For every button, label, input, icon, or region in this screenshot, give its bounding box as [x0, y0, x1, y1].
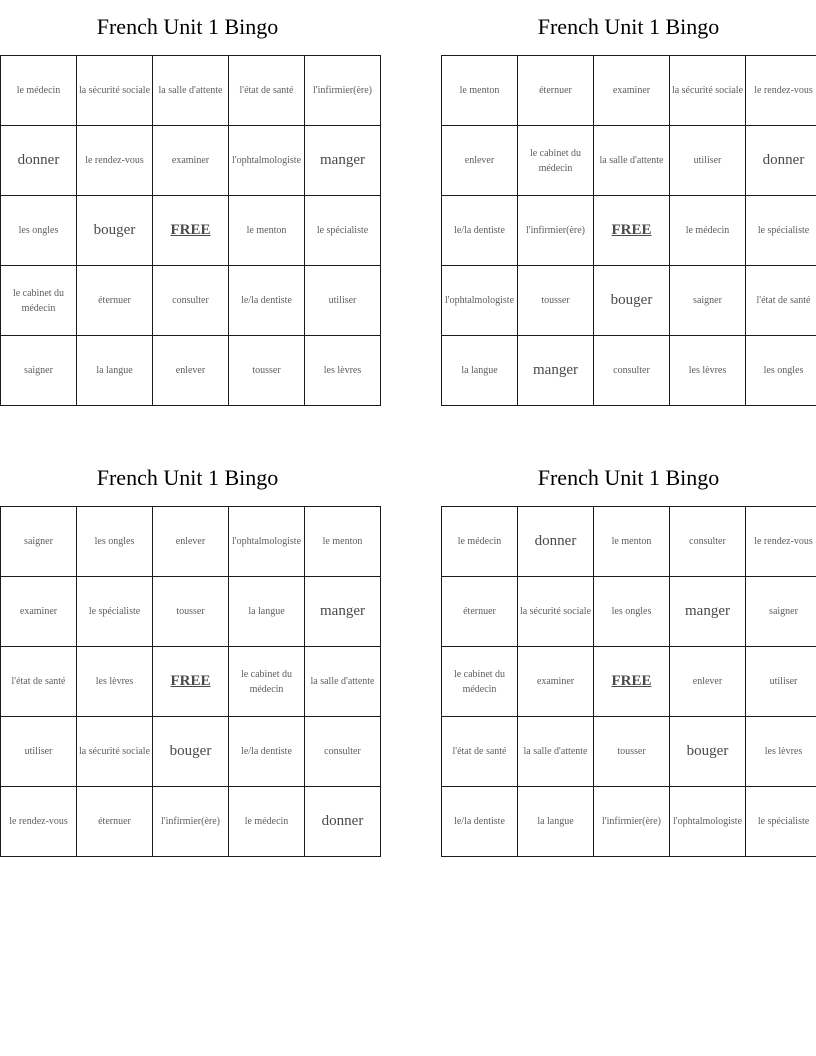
bingo-cell: saigner [670, 266, 746, 336]
bingo-grid [441, 55, 816, 406]
bingo-cell: la langue [77, 336, 153, 406]
bingo-cell: manger [670, 577, 746, 647]
bingo-grid [441, 506, 816, 857]
bingo-cell: utiliser [1, 717, 77, 787]
bingo-cell: la sécurité sociale [670, 56, 746, 126]
bingo-cell: la salle d'attente [518, 717, 594, 787]
bingo-cell: le médecin [442, 507, 518, 577]
grid-row [442, 647, 816, 717]
bingo-cell: utiliser [305, 266, 381, 336]
bingo-cell: le menton [229, 196, 305, 266]
bingo-cell: saigner [1, 336, 77, 406]
bingo-cell: le médecin [229, 787, 305, 857]
bingo-cell: la salle d'attente [153, 56, 229, 126]
bingo-cell: manger [518, 336, 594, 406]
bingo-cell: éternuer [518, 56, 594, 126]
bingo-cell: le rendez-vous [746, 507, 816, 577]
bingo-cell: l'état de santé [1, 647, 77, 717]
card-title: French Unit 1 Bingo [537, 14, 720, 39]
bingo-cell: utiliser [746, 647, 816, 717]
grid-row [442, 787, 816, 857]
free-space-cell: FREE [594, 647, 670, 717]
grid-row [442, 336, 816, 406]
bingo-cell: les ongles [1, 196, 77, 266]
grid-row [442, 126, 816, 196]
bingo-card-3 [0, 451, 375, 857]
bingo-cell: bouger [77, 196, 153, 266]
bingo-cell: l'ophtalmologiste [229, 126, 305, 196]
grid-row [1, 507, 381, 577]
grid-row [442, 577, 816, 647]
bingo-grid [0, 55, 381, 406]
bingo-cell: le/la dentiste [442, 196, 518, 266]
bingo-cell: enlever [153, 507, 229, 577]
card-title: French Unit 1 Bingo [537, 465, 720, 490]
free-space-cell: FREE [153, 196, 229, 266]
grid-row [1, 647, 381, 717]
bingo-cell: la sécurité sociale [77, 56, 153, 126]
bingo-cell: le cabinet du médecin [518, 126, 594, 196]
grid-row [442, 717, 816, 787]
bingo-cell: consulter [670, 507, 746, 577]
bingo-cell: la sécurité sociale [518, 577, 594, 647]
bingo-cell: les lèvres [77, 647, 153, 717]
bingo-cell: examiner [153, 126, 229, 196]
bingo-cell: le/la dentiste [229, 266, 305, 336]
bingo-cell: la salle d'attente [305, 647, 381, 717]
bingo-grid [0, 506, 381, 857]
bingo-cell: examiner [594, 56, 670, 126]
bingo-cell: l'état de santé [229, 56, 305, 126]
bingo-cell: le/la dentiste [229, 717, 305, 787]
bingo-cell: l'ophtalmologiste [670, 787, 746, 857]
grid-row [442, 266, 816, 336]
bingo-cell: bouger [594, 266, 670, 336]
card-title: French Unit 1 Bingo [96, 14, 279, 39]
grid-row [1, 336, 381, 406]
grid-row [1, 196, 381, 266]
bingo-cell: tousser [518, 266, 594, 336]
bingo-card-4 [441, 451, 816, 857]
bingo-cell: le cabinet du médecin [1, 266, 77, 336]
bingo-cell: le rendez-vous [746, 56, 816, 126]
bingo-cell: les lèvres [670, 336, 746, 406]
bingo-cell: l'infirmier(ère) [305, 56, 381, 126]
grid-row [1, 126, 381, 196]
bingo-cell: l'ophtalmologiste [442, 266, 518, 336]
bingo-cell: la langue [229, 577, 305, 647]
grid-row [442, 507, 816, 577]
bingo-cell: manger [305, 126, 381, 196]
bingo-cell: le spécialiste [746, 196, 816, 266]
bingo-cell: tousser [594, 717, 670, 787]
bingo-cell: le spécialiste [77, 577, 153, 647]
bingo-cell: éternuer [77, 266, 153, 336]
bingo-cell: l'infirmier(ère) [153, 787, 229, 857]
bingo-cell: la langue [518, 787, 594, 857]
bingo-cell: les ongles [746, 336, 816, 406]
bingo-card-1 [0, 0, 375, 406]
grid-row [1, 56, 381, 126]
bingo-cell: saigner [1, 507, 77, 577]
bingo-cell: éternuer [442, 577, 518, 647]
bingo-cell: l'infirmier(ère) [594, 787, 670, 857]
grid-row [1, 787, 381, 857]
bingo-cell: les ongles [77, 507, 153, 577]
bingo-cell: utiliser [670, 126, 746, 196]
bingo-cell: le rendez-vous [77, 126, 153, 196]
bingo-cell: le médecin [670, 196, 746, 266]
bingo-cell: les ongles [594, 577, 670, 647]
bingo-cell: consulter [594, 336, 670, 406]
bingo-cell: le médecin [1, 56, 77, 126]
bingo-cell: le menton [442, 56, 518, 126]
bingo-cell: consulter [305, 717, 381, 787]
grid-row [1, 266, 381, 336]
bingo-cell: les lèvres [746, 717, 816, 787]
bingo-cell: tousser [229, 336, 305, 406]
free-space-cell: FREE [594, 196, 670, 266]
bingo-cell: le spécialiste [305, 196, 381, 266]
bingo-cell: l'état de santé [746, 266, 816, 336]
bingo-cell: le cabinet du médecin [229, 647, 305, 717]
bingo-cell: consulter [153, 266, 229, 336]
bingo-cell: manger [305, 577, 381, 647]
bingo-cell: enlever [153, 336, 229, 406]
bingo-cell: la sécurité sociale [77, 717, 153, 787]
bingo-cell: le cabinet du médecin [442, 647, 518, 717]
bingo-cell: l'état de santé [442, 717, 518, 787]
bingo-cell: saigner [746, 577, 816, 647]
bingo-cell: bouger [670, 717, 746, 787]
bingo-card-2 [441, 0, 816, 406]
grid-row [442, 56, 816, 126]
bingo-cell: donner [305, 787, 381, 857]
bingo-cell: le/la dentiste [442, 787, 518, 857]
bingo-cell: donner [518, 507, 594, 577]
bingo-cell: bouger [153, 717, 229, 787]
bingo-cell: le menton [594, 507, 670, 577]
bingo-cell: examiner [518, 647, 594, 717]
bingo-cell: donner [746, 126, 816, 196]
bingo-cell: tousser [153, 577, 229, 647]
grid-row [1, 717, 381, 787]
bingo-cell: la langue [442, 336, 518, 406]
card-title: French Unit 1 Bingo [96, 465, 279, 490]
bingo-cell: le rendez-vous [1, 787, 77, 857]
bingo-cell: donner [1, 126, 77, 196]
bingo-cell: le spécialiste [746, 787, 816, 857]
bingo-cell: examiner [1, 577, 77, 647]
bingo-cell: la salle d'attente [594, 126, 670, 196]
bingo-cell: les lèvres [305, 336, 381, 406]
bingo-cell: l'ophtalmologiste [229, 507, 305, 577]
bingo-cell: enlever [670, 647, 746, 717]
bingo-cell: enlever [442, 126, 518, 196]
bingo-cell: le menton [305, 507, 381, 577]
grid-row [1, 577, 381, 647]
grid-row [442, 196, 816, 266]
bingo-cell: l'infirmier(ère) [518, 196, 594, 266]
bingo-cell: éternuer [77, 787, 153, 857]
free-space-cell: FREE [153, 647, 229, 717]
